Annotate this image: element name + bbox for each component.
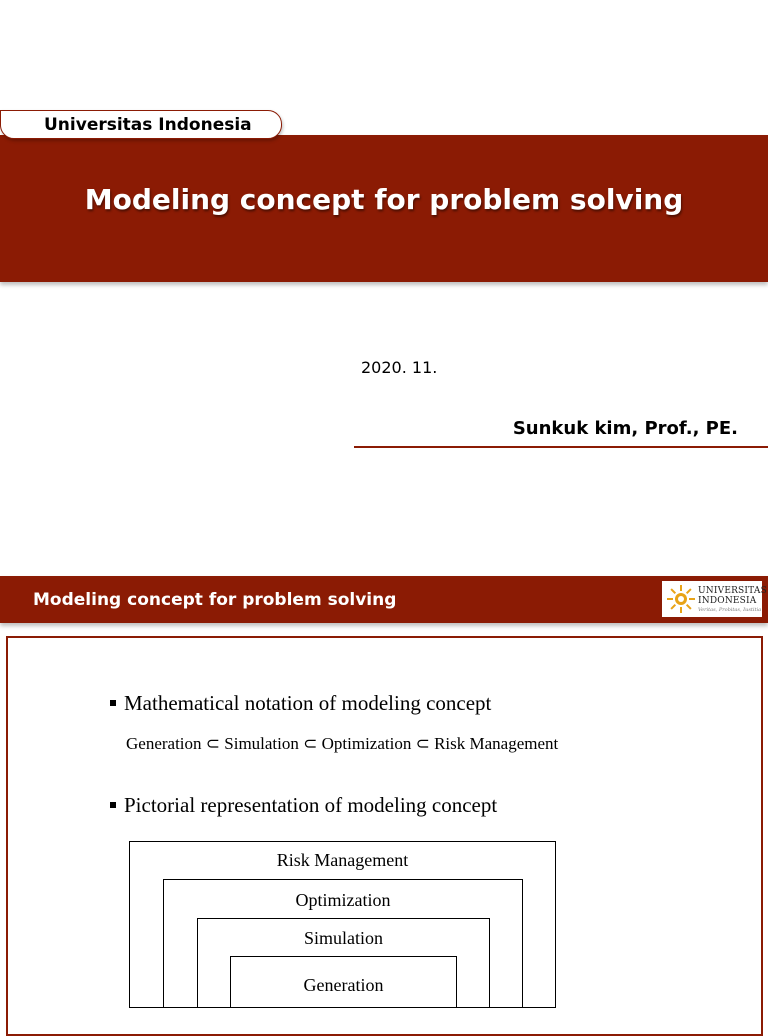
bullet-square-icon bbox=[110, 802, 116, 808]
author-divider bbox=[354, 446, 768, 448]
subset-notation: Generation ⊂ Simulation ⊂ Optimization ⊂ Risk Management bbox=[126, 734, 559, 753]
bullet-pictorial bbox=[110, 793, 497, 818]
logo-text-line2: INDONESIA bbox=[698, 596, 757, 606]
bullet-pictorial-text: Pictorial representation of modeling concept bbox=[124, 793, 498, 817]
logo-text-line1: UNIVERSITAS bbox=[698, 586, 767, 596]
generation-label: Generation bbox=[303, 975, 384, 995]
bullet-notation bbox=[110, 691, 491, 716]
logo-motto: Veritas, Probitas, Iustitia bbox=[698, 607, 762, 613]
bullet-square-icon bbox=[110, 700, 116, 706]
slide-header-title: Modeling concept for problem solving bbox=[33, 590, 397, 610]
makara-seal-icon bbox=[666, 584, 696, 614]
simulation-label: Simulation bbox=[303, 928, 383, 948]
risk-management-label: Risk Management bbox=[276, 850, 409, 870]
bullet-notation-text: Mathematical notation of modeling concept bbox=[124, 691, 492, 715]
optimization-label: Optimization bbox=[295, 890, 391, 910]
author-label: Sunkuk kim, Prof., PE. bbox=[512, 418, 738, 439]
university-logo bbox=[662, 581, 767, 617]
slide-title: Modeling concept for problem solving bbox=[84, 183, 684, 216]
institution-label: Universitas Indonesia bbox=[44, 115, 252, 135]
date-label: 2020. 11. bbox=[361, 358, 438, 377]
